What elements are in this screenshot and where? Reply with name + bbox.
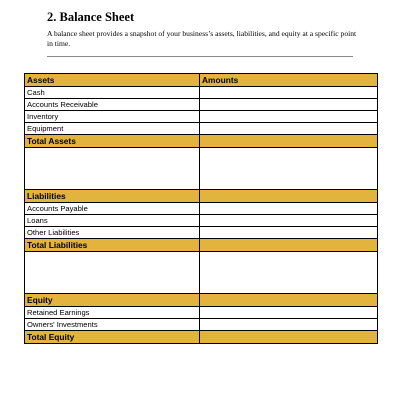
section-title: 2. Balance Sheet: [47, 10, 135, 24]
asset-label-equipment: Equipment: [25, 123, 200, 135]
blank-cell[interactable]: [200, 148, 378, 190]
equity-header: Equity: [25, 294, 200, 307]
equity-label-retained-earnings: Retained Earnings: [25, 307, 200, 319]
liability-label-loans: Loans: [25, 215, 200, 227]
amount-cell[interactable]: [200, 227, 378, 239]
amount-cell[interactable]: [200, 99, 378, 111]
liabilities-amount-header: [200, 190, 378, 203]
blank-cell[interactable]: [200, 252, 378, 294]
table-row: [25, 87, 378, 99]
asset-label-cash: Cash: [25, 87, 200, 99]
amounts-header: Amounts: [200, 74, 378, 87]
assets-header: Assets: [25, 74, 200, 87]
balance-sheet-table: [24, 73, 378, 344]
liabilities-header: Liabilities: [25, 190, 200, 203]
liability-label-other: Other Liabilities: [25, 227, 200, 239]
table-row: [25, 99, 378, 111]
table-row: [25, 123, 378, 135]
blank-row: [25, 148, 378, 190]
equity-amount-header: [200, 294, 378, 307]
table-row: [25, 227, 378, 239]
divider-line: [47, 56, 353, 57]
table-row: [25, 203, 378, 215]
assets-header-row: [25, 74, 378, 87]
total-assets-label: Total Assets: [25, 135, 200, 148]
table-row: [25, 111, 378, 123]
total-equity-amount[interactable]: [200, 331, 378, 344]
table-row: [25, 215, 378, 227]
total-assets-amount[interactable]: [200, 135, 378, 148]
table-row: [25, 319, 378, 331]
amount-cell[interactable]: [200, 111, 378, 123]
total-liabilities-label: Total Liabilities: [25, 239, 200, 252]
amount-cell[interactable]: [200, 203, 378, 215]
blank-cell[interactable]: [25, 148, 200, 190]
table-row: [25, 307, 378, 319]
amount-cell[interactable]: [200, 123, 378, 135]
asset-label-inventory: Inventory: [25, 111, 200, 123]
blank-row: [25, 252, 378, 294]
section-description: A balance sheet provides a snapshot of your business’s assets, liabilities, and equity at a specific point in time.: [47, 29, 357, 48]
amount-cell[interactable]: [200, 307, 378, 319]
liabilities-header-row: [25, 190, 378, 203]
total-equity-row: [25, 331, 378, 344]
total-assets-row: [25, 135, 378, 148]
equity-header-row: [25, 294, 378, 307]
amount-cell[interactable]: [200, 319, 378, 331]
asset-label-accounts-receivable: Accounts Receivable: [25, 99, 200, 111]
total-liabilities-row: [25, 239, 378, 252]
blank-cell[interactable]: [25, 252, 200, 294]
total-liabilities-amount[interactable]: [200, 239, 378, 252]
amount-cell[interactable]: [200, 215, 378, 227]
total-equity-label: Total Equity: [25, 331, 200, 344]
equity-label-owners-investments: Owners' Investments: [25, 319, 200, 331]
liability-label-accounts-payable: Accounts Payable: [25, 203, 200, 215]
amount-cell[interactable]: [200, 87, 378, 99]
